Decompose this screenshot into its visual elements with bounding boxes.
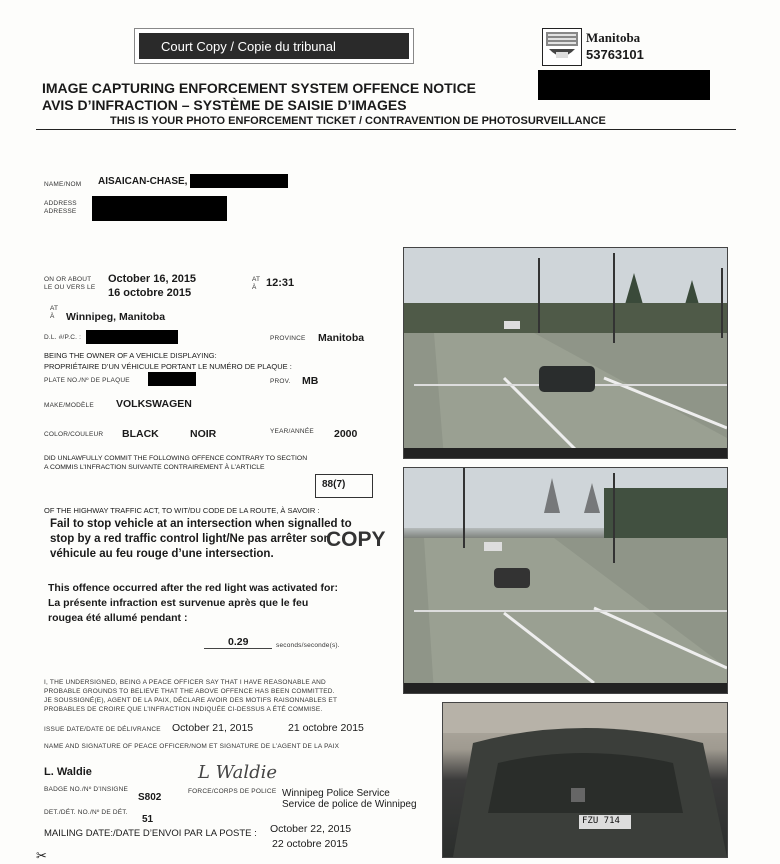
redaction-box (190, 174, 288, 188)
court-copy-label: Court Copy / Copie du tribunal (139, 33, 409, 59)
redaction-box (92, 196, 227, 221)
section-value: 88(7) (322, 479, 346, 490)
date-fr: 16 octobre 2015 (108, 287, 192, 299)
officer-name: L. Waldie (44, 766, 92, 778)
title-en: IMAGE CAPTURING ENFORCEMENT SYSTEM OFFENCE NOTICE (42, 80, 477, 96)
dl-label: D.L. #/P.C. : (44, 334, 82, 341)
camera-photo-3-plate (442, 702, 728, 858)
offence-line-2: stop by a red traffic control light/Ne pas arrêter son (50, 533, 331, 545)
redaction-box (538, 70, 710, 100)
issue-fr: 21 octobre 2015 (288, 722, 364, 734)
did-fr: A COMMIS L’INFRACTION SUIVANTE CONTRAIREMENT À L’ARTICLE (44, 464, 265, 471)
section-box (315, 474, 373, 498)
mailing-label: MAILING DATE:/DATE D’ENVOI PAR LA POSTE : (44, 828, 257, 839)
badge-label: BADGE NO./Nº D’INSIGNE (44, 786, 129, 793)
address-label-fr: ADRESSE (44, 208, 77, 215)
did-en: DID UNLAWFULLY COMMIT THE FOLLOWING OFFENCE CONTRARY TO SECTION (44, 455, 308, 462)
badge-value: S802 (138, 792, 162, 803)
occurred-line-1: This offence occurred after the red light was activated for: (48, 582, 338, 594)
seconds-value: 0.29 (204, 636, 272, 649)
owner-en: BEING THE OWNER OF A VEHICLE DISPLAYING: (44, 351, 217, 360)
camera-photo-2 (403, 467, 728, 694)
address-label-en: ADDRESS (44, 200, 77, 207)
prov-value: MB (302, 375, 319, 387)
province-logo-text: Manitoba (586, 30, 641, 45)
act-text: OF THE HIGHWAY TRAFFIC ACT, TO WIT/DU CODE DE LA ROUTE, À SAVOIR : (44, 506, 320, 515)
mailing-en: October 22, 2015 (270, 823, 352, 835)
time-value: 12:31 (266, 277, 295, 289)
location-a-label: À (50, 313, 55, 320)
force-en: Winnipeg Police Service (282, 788, 390, 799)
name-sig-label: NAME AND SIGNATURE OF PEACE OFFICER/NOM ET SIGNATURE DE L’AGENT DE LA PAIX (44, 743, 340, 750)
province-label: PROVINCE (270, 335, 306, 342)
undersigned-3: JE SOUSSIGNÉ(E), AGENT DE LA PAIX, DÉCLARE AVOIR DES MOTIFS RAISONNABLES ET (44, 697, 338, 704)
force-fr: Service de police de Winnipeg (282, 799, 417, 810)
owner-fr: PROPRIÉTAIRE D’UN VÉHICULE PORTANT LE NUMÉRO DE PLAQUE : (44, 362, 292, 371)
det-label: DET./DÉT. NO./Nº DE DÉT. (44, 809, 128, 816)
on-or-about-fr: LE OU VERS LE (44, 284, 96, 291)
location-value: Winnipeg, Manitoba (66, 311, 166, 323)
occurred-line-3: rougea été allumé pendant : (48, 612, 188, 624)
color-label: COLOR/COULEUR (44, 431, 104, 438)
camera-photo-1 (403, 247, 728, 459)
header-rule (36, 129, 736, 130)
undersigned-2: PROBABLE GROUNDS TO BELIEVE THAT THE ABOVE OFFENCE HAS BEEN COMMITTED. (44, 688, 335, 695)
at-label-en: AT (252, 276, 261, 283)
title-fr: AVIS D’INFRACTION – SYSTÈME DE SAISIE D’IMAGES (42, 97, 407, 113)
force-label: FORCE/CORPS DE POLICE (188, 788, 277, 795)
subtitle: THIS IS YOUR PHOTO ENFORCEMENT TICKET / CONTRAVENTION DE PHOTOSURVEILLANCE (110, 115, 606, 127)
color-en-value: BLACK (122, 428, 159, 440)
scissors-icon: ✂ (36, 848, 47, 863)
mailing-fr: 22 octobre 2015 (272, 838, 348, 850)
prov-label: PROV. (270, 378, 291, 385)
court-copy-banner (134, 28, 414, 64)
name-label: NAME/NOM (44, 181, 82, 188)
offence-line-3: véhicule au feu rouge d’une intersection. (50, 548, 274, 560)
location-at-label: AT (50, 305, 59, 312)
manitoba-crest-icon (542, 28, 582, 66)
photo-hud-bar (404, 448, 727, 458)
issue-label: ISSUE DATE/DATE DE DÉLIVRANCE (44, 726, 161, 733)
redaction-box (86, 330, 178, 344)
officer-signature: L Waldie (198, 762, 278, 783)
undersigned-4: PROBABLES DE CROIRE QUE L’INFRACTION INDIQUÉE CI-DESSUS A ÉTÉ COMMISE. (44, 706, 323, 713)
det-value: 51 (142, 814, 154, 825)
at-label-fr: À (252, 284, 257, 291)
seconds-label: seconds/seconde(s). (276, 642, 340, 649)
year-value: 2000 (334, 428, 358, 440)
photo-hud-bar (404, 683, 727, 693)
issue-en: October 21, 2015 (172, 722, 254, 734)
name-value: AISAICAN-CHASE, (98, 176, 188, 187)
year-label: YEAR/ANNÉE (270, 428, 314, 435)
redaction-box (148, 372, 196, 386)
plate-text: FZU 714 (582, 816, 620, 826)
on-or-about-en: ON OR ABOUT (44, 276, 92, 283)
offence-line-1: Fail to stop vehicle at an intersection when signalled to (50, 518, 352, 530)
color-fr-value: NOIR (190, 428, 217, 440)
province-value: Manitoba (318, 332, 365, 344)
copy-watermark: COPY (326, 528, 386, 551)
ticket-number: 53763101 (586, 47, 644, 62)
make-value: VOLKSWAGEN (116, 398, 192, 410)
plate-label: PLATE NO./Nº DE PLAQUE (44, 377, 130, 384)
make-label: MAKE/MODÈLE (44, 402, 94, 409)
date-en: October 16, 2015 (108, 273, 197, 285)
occurred-line-2: La présente infraction est survenue après que le feu (48, 597, 309, 609)
undersigned-1: I, THE UNDERSIGNED, BEING A PEACE OFFICER SAY THAT I HAVE REASONABLE AND (44, 679, 326, 686)
